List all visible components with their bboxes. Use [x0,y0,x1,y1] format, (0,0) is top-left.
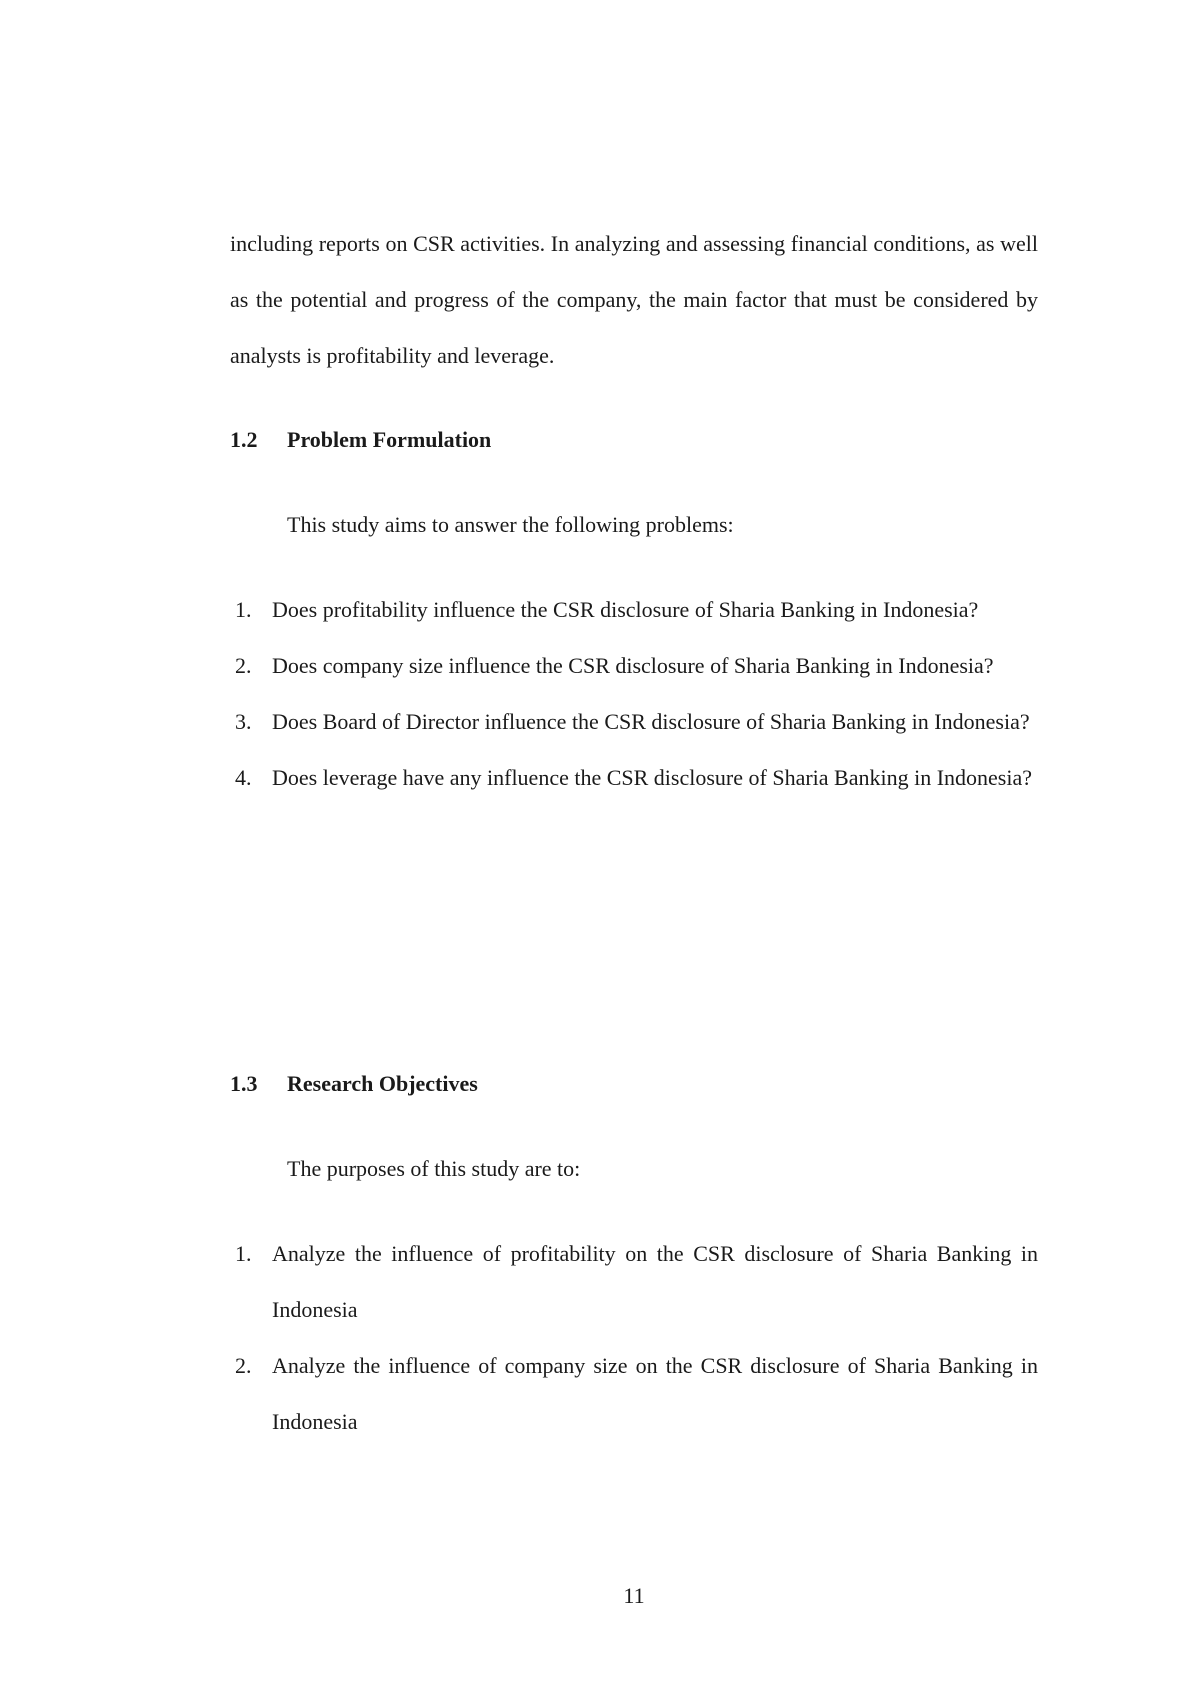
list-marker: 2. [235,653,252,678]
list-marker: 2. [235,1353,252,1378]
list-item [230,638,1038,694]
section-title: Research Objectives [287,1071,478,1096]
list-item-text: Does leverage have any influence the CSR disclosure of Sharia Banking in Indonesia? [272,765,1032,790]
problem-formulation-intro: This study aims to answer the following problems: [287,512,734,537]
objectives-list [230,1226,1038,1450]
list-item-text: Analyze the influence of company size on the CSR disclosure of Sharia Banking in Indonesia [272,1353,1038,1434]
section-number: 1.2 [230,427,258,452]
list-item [230,1226,1038,1338]
problem-list [230,582,1038,806]
section-heading-problem-formulation [230,426,491,454]
section-heading-research-objectives [230,1070,478,1098]
list-item-text: Does company size influence the CSR disclosure of Sharia Banking in Indonesia? [272,653,994,678]
research-objectives-intro: The purposes of this study are to: [287,1156,581,1181]
list-item [230,582,1038,638]
list-item [230,694,1038,750]
list-marker: 1. [235,1241,252,1266]
list-marker: 3. [235,709,252,734]
list-item-text: Does Board of Director influence the CSR disclosure of Sharia Banking in Indonesia? [272,709,1030,734]
list-item [230,1338,1038,1450]
list-item-text: Analyze the influence of profitability on the CSR disclosure of Sharia Banking in Indonesia [272,1241,1038,1322]
list-item-text: Does profitability influence the CSR disclosure of Sharia Banking in Indonesia? [272,597,979,622]
section-number: 1.3 [230,1071,258,1096]
intro-paragraph: including reports on CSR activities. In analyzing and assessing financial conditions, as well as the potential and progress of the company, the main factor that must be considered by analysts is profitability and leverage. [230,231,1038,368]
section-title: Problem Formulation [287,427,492,452]
list-marker: 1. [235,597,252,622]
list-marker: 4. [235,765,252,790]
list-item [230,750,1038,806]
page-number: 11 [623,1583,645,1608]
document-page [230,0,1038,1698]
